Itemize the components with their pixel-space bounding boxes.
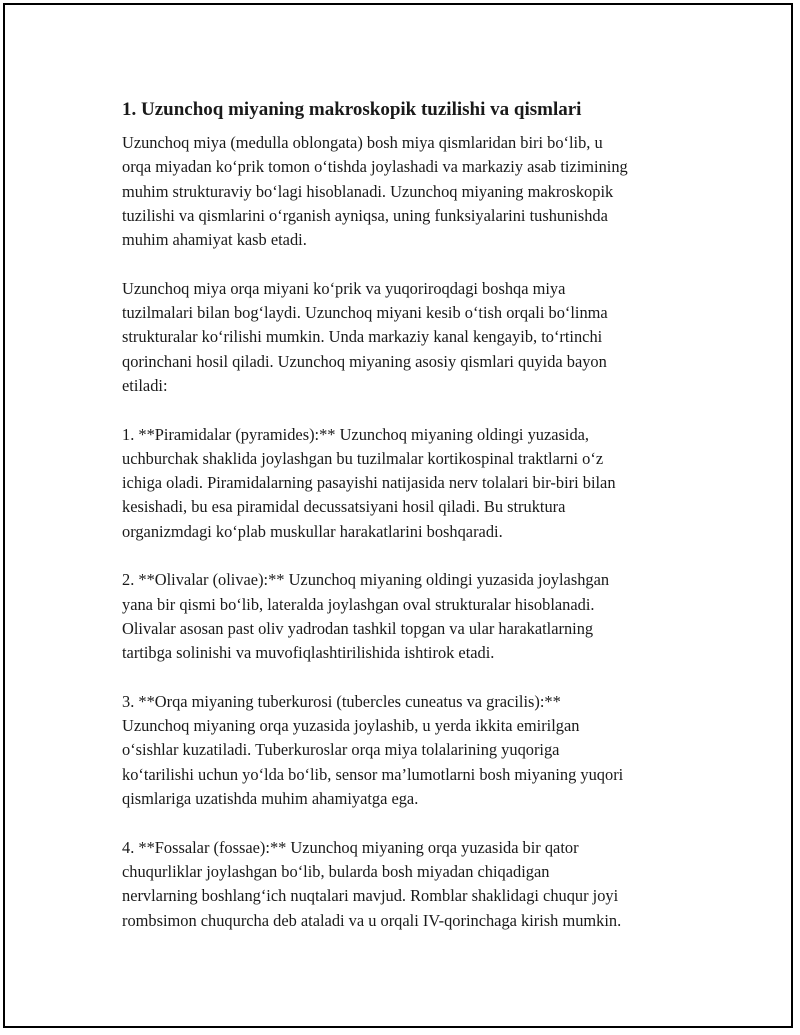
text-line: Uzunchoq miya (medulla oblongata) bosh miya qismlaridan biri bo‘lib, u — [122, 133, 603, 152]
paragraph-fossae — [122, 836, 712, 933]
paragraph-pyramides — [122, 423, 712, 544]
text-line: strukturalar ko‘rilishi mumkin. Unda markaziy kanal kengayib, to‘rtinchi — [122, 327, 603, 347]
text-line: organizmdagi ko‘plab muskullar harakatlarini boshqaradi. — [122, 521, 503, 541]
text-line: 4. **Fossalar (fossae):** Uzunchoq miyaning orqa yuzasida bir qator — [122, 837, 579, 857]
paragraph-olivae — [122, 568, 712, 665]
text-line: tartibga solinishi va muvofiqlashtirilishida ishtirok etadi. — [122, 643, 495, 663]
text-line: Uzunchoq miya orqa miyani ko‘prik va yuqoriroqdagi boshqa miya — [122, 278, 566, 298]
text-line: uchburchak shaklida joylashgan bu tuzilmalar kortikospinal traktlarni o‘z — [122, 448, 604, 468]
text-line: qismlariga uzatishda muhim ahamiyatga ega. — [122, 789, 419, 809]
text-line: 3. **Orqa miyaning tuberkurosi (tubercles cuneatus va gracilis):** — [122, 691, 561, 711]
text-line: o‘sishlar kuzatiladi. Tuberkuroslar orqa miya tolalarining yuqoriga — [122, 740, 560, 760]
text-line: ko‘tarilishi uchun yo‘lda bo‘lib, sensor ma’lumotlarni bosh miyaning yuqori — [122, 764, 624, 784]
text-line: rombsimon chuqurcha deb ataladi va u orqali IV-qorinchaga kirish mumkin. — [122, 910, 622, 930]
document-body — [122, 97, 712, 957]
text-line: Uzunchoq miyaning orqa yuzasida joylashib, u yerda ikkita emirilgan — [122, 716, 580, 736]
paragraph-tubercles — [122, 690, 712, 811]
text-line: qorinchani hosil qiladi. Uzunchoq miyaning asosiy qismlari quyida bayon — [122, 351, 607, 371]
text-line: etiladi: — [122, 375, 168, 395]
text-line: nervlarning boshlang‘ich nuqtalari mavjud. Romblar shaklidagi chuqur joyi — [122, 886, 619, 906]
text-line: muhim strukturaviy bo‘lagi hisoblanadi. Uzunchoq miyaning makroskopik — [122, 181, 614, 201]
text-line: 2. **Olivalar (olivae):** Uzunchoq miyaning oldingi yuzasida joylashgan — [122, 570, 610, 590]
section-heading: 1. Uzunchoq miyaning makroskopik tuzilishi va qismlari — [122, 99, 582, 120]
text-line: chuqurliklar joylashgan bo‘lib, bularda bosh miyadan chiqadigan — [122, 861, 550, 881]
page-frame — [3, 3, 793, 1028]
text-line: 1. **Piramidalar (pyramides):** Uzunchoq miyaning oldingi yuzasida, — [122, 424, 590, 444]
text-line: tuzilishi va qismlarini o‘rganish ayniqsa, uning funksiyalarini tushunishda — [122, 205, 608, 225]
text-line: yana bir qismi bo‘lib, lateralda joylashgan oval strukturalar hisoblanadi. — [122, 594, 595, 614]
text-line: orqa miyadan ko‘prik tomon o‘tishda joylashadi va markaziy asab tizimining — [122, 157, 628, 177]
paragraph-intro — [122, 131, 712, 252]
paragraph-overview — [122, 277, 712, 398]
text-line: Olivalar asosan past oliv yadrodan tashkil topgan va ular harakatlarning — [122, 618, 594, 638]
text-line: kesishadi, bu esa piramidal decussatsiyani hosil qiladi. Bu struktura — [122, 497, 566, 517]
text-line: tuzilmalari bilan bog‘laydi. Uzunchoq miyani kesib o‘tish orqali bo‘linma — [122, 303, 608, 323]
text-line: muhim ahamiyat kasb etadi. — [122, 230, 307, 250]
text-line: ichiga oladi. Piramidalarning pasayishi natijasida nerv tolalari bir-biri bilan — [122, 473, 616, 493]
